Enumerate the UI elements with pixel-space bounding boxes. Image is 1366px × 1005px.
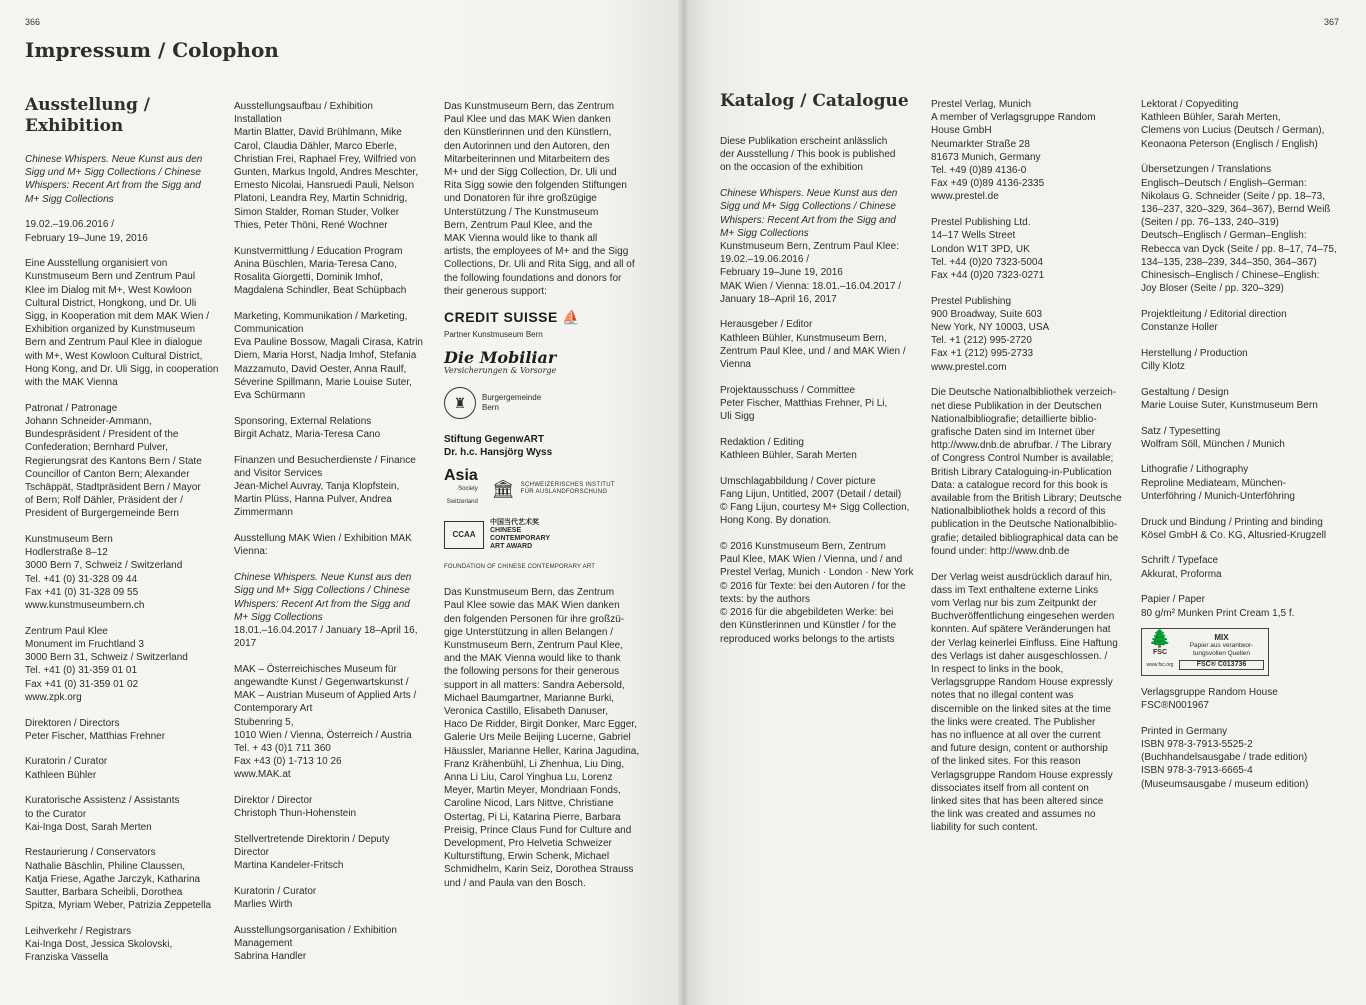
tree-icon: 🌲 [1148,628,1172,649]
text-block: Patronat / Patronage Johann Schneider-Ammann, Bundespräsident / President of the Confederation; Bernhard Pulver, Regierungsrat des Kantons Bern / State Councillor of Canton Bern; Alexander Tschäppät, Stadtpräsident Bern / Mayor of Bern; Rolf Dähler, Präsident der / President of Burgergemeinde Bern [25,402,202,520]
text-block: Stellvertretende Direktorin / Deputy Director Martina Kandeler-Fritsch [234,834,390,872]
text-block: Projektausschuss / Committee Peter Fischer, Matthias Frehner, Pi Li, Uli Sigg [720,384,888,423]
text-block: Prestel Verlag, Munich A member of Verlagsgruppe Random House GmbH Neumarkter Straße 28 81673 Munich, Germany Tel. +49 (0)89 4136-0 Fax +49 (0)89 4136-2335 www.prestel.de [931,99,1096,203]
section-heading-catalogue: Katalog / Catalogue [720,91,909,111]
text-block: Chinese Whispers. Neue Kunst aus den Sigg und M+ Sigg Collections / Chinese Whispers: Recent Art from the Sigg and M+ Sigg Collections [25,154,203,205]
text-block: Kuratorische Assistenz / Assistants to the Curator Kai-Inga Dost, Sarah Merten [25,795,180,833]
text-block: Herausgeber / Editor Kathleen Bühler, Kunstmuseum Bern, Zentrum Paul Klee, und / and MAK Wien / Vienna [720,319,906,371]
page-title-colophon: Impressum / Colophon [25,38,279,62]
text-block: Ausstellungsorganisation / Exhibition Management Sabrina Handler [234,925,397,963]
text-block: Ausstellungsaufbau / Exhibition Installation Martin Blatter, David Brühlmann, Mike Carol, Claudia Dähler, Marco Eberle, Christian Frei, Raphael Frey, Wilfried von Gunten, Markus Ingold, Andres Meschter, Ernesto Nicolai, Hansruedi Pauli, Nelson Platoni, Leandra Rey, Martin Schnidrig, Simon Stalder, Roman Studer, Volker Thies, Peter Thöni, René Wochner [234,101,418,231]
page-number-right: 367 [1324,17,1340,27]
text-block: Umschlagabbildung / Cover picture Fang Lijun, Untitled, 2007 (Detail / detail) © Fang Lijun, courtesy M+ Sigg Collection, Hong Kong. By donation. [720,475,910,527]
thanks-persons: Das Kunstmuseum Bern, das Zentrum Paul Klee sowie das MAK Wien danken den folgenden Personen für ihre großzü- gige Unterstützung in allen Belangen / Kunstmuseum Bern, Zentrum Paul Klee, and the MAK Vienna would like to thank the following persons for their generous support in all matters: Sandra Aebersold, Michael Baumgartner, Marianne Burki, Veronica Castillo, Elisabeth Danuser, Haco De Ridder, Birgit Donker, Marc Egger, Galerie Urs Meile Beijing Lucerne, Gabriel Häussler, Marianne Heller, Karina Jagudina, Franz Krähenbühl, Li Zhenhua, Liu Ding, Anna Li Liu, Carol Yinghua Lu, Lorenz Meyer, Martin Meyer, Mondriaan Fonds, Caroline Nicod, Lars Nittve, Christiane Ostertag, Pi Li, Katarina Pierre, Barbara Preisig, Prince Claus Fund for Culture and Development, Pro Helvetia Schweizer Kulturstiftung, Erwin Schenk, Michael Schmidhelm, Karin Seiz, Dorothea Strauss und / and Paula van den Bosch. [444,587,640,889]
text-block: Papier / Paper 80 g/m² Munken Print Cream 1,5 f. [1141,594,1295,619]
stiftung-gegenwart-logo: Stiftung GegenwART Dr. h.c. Hansjörg Wyss [444,434,553,459]
credit-suisse-caption: Partner Kunstmuseum Bern [444,329,543,339]
fsc-code: FSC® C013736 [1179,660,1264,670]
text-block: Die Deutsche Nationalbibliothek verzeich- net diese Publikation in der Deutschen Nationalbibliografie; detaillierte biblio- grafische Daten sind im Internet über http://www.dnb.de abrufbar. / The Library of Congress Control Number is available; British Library Cataloguing-in-Publication Data: a catalogue record for this book is available from the British Library; Deutsche Nationalbibliothek holds a record of this publication in the Deutsche Nationalbiblio- grafie; detailed bibliographical data can be found under: http://www.dnb.de [931,387,1122,557]
credit-suisse-wordmark: CREDIT SUISSE [444,308,558,325]
text-block: MAK – Österreichisches Museum für angewandte Kunst / Gegenwartskunst / MAK – Austrian Museum of Applied Arts / Contemporary Art Stubenring 5, 1010 Wien / Vienna, Österreich / Austria Tel. + 43 (0)1 711 360 Fax +43 (0) 1-713 10 26 www.MAK.at [234,663,417,781]
credit-suisse-logo [444,308,654,341]
right-column-1 [720,135,920,658]
ccaa-chinese: 中国当代艺术奖 [490,518,539,526]
right-column-2 [931,98,1131,847]
burgergemeinde-name: Burgergemeinde Bern [482,393,542,413]
text-block: Verlagsgruppe Random House FSC®N001967 [1141,686,1278,712]
text-block: Gestaltung / Design Marie Louise Suter, Kunstmuseum Bern [1141,386,1318,411]
ccaa-mark-icon: CCAA [444,521,484,549]
text-block: Ausstellung MAK Wien / Exhibition MAK Vienna: [234,533,412,558]
text-block: Übersetzungen / Translations Englisch–Deutsch / English–German: Nikolaus G. Schneider (Seite / pp. 18–73, 136–237, 320–329, 364–367), Bernd Weiß (Seiten / pp. 76–133, 240–319) Deutsch–Englisch / German–English: Rebecca van Dyck (Seite / pp. 8–17, 74–75, 134–135, 238–239, 344–350, 364–367) Chinesisch–Englisch / Chinese–English: Joy Bloser (Seite / pp. 320–329) [1141,164,1337,295]
thanks-intro: Das Kunstmuseum Bern, das Zentrum Paul Klee und das MAK Wien danken den Künstlerinnen und den Künstlern, den Autorinnen und den Autoren, den Mitarbeiterinnen und Mitarbeitern des M+ und der Sigg Collection, Dr. Uli und Rita Sigg sowie den folgenden Stiftungen und Donatoren für ihre großzügige Unterstützung / The Kunstmuseum Bern, Zentrum Paul Klee, and the MAK Vienna would like to thank all artists, the employees of M+ and the Sigg Collections, Dr. Uli and Rita Sigg, and all of the following foundations and donors for their generous support: [444,101,635,297]
text-block: Redaktion / Editing Kathleen Bühler, Sarah Merten [720,436,857,462]
fsc-mix: MIX [1214,633,1229,643]
text-block: Finanzen und Besucherdienste / Finance and Visitor Services Jean-Michel Auvray, Tanja Klopfstein, Martin Plüss, Hanna Pulver, Andrea Zimmermann [234,454,416,519]
asia-society-logo [444,469,478,509]
text-block: Prestel Publishing Ltd. 14–17 Wells Street London W1T 3PD, UK Tel. +44 (0)20 7323-5004 Fax +44 (0)20 7323-0271 [931,217,1045,281]
text-block: Herstellung / Production Cilly Klotz [1141,347,1248,372]
fsc-mark [1146,628,1174,672]
text-block: © 2016 Kunstmuseum Bern, Zentrum Paul Klee, MAK Wien / Vienna, und / and Prestel Verlag, Munich · London · New York © 2016 für Texte: bei den Autoren / for the texts: by the authors © 2016 für die abgebildeten Werke: bei den Künstlerinnen und Künstler / for the reproduced works belongs to the artists [720,541,914,645]
text-block: Kunstmuseum Bern, Zentrum Paul Klee: 19.02.–19.06.2016 / February 19–June 19, 2016 MAK Wien / Vienna: 18.01.–16.04.2017 / January 18–April 16, 2017 [720,240,902,305]
mobiliar-tagline: Versicherungen & Vorsorge [444,366,557,376]
asia-sis-logos [444,469,654,509]
sponsor-logos [444,308,654,575]
asia-wordmark: Asia [444,467,478,485]
text-block: Schrift / Typeface Akkurat, Proforma [1141,555,1222,580]
text-block: Satz / Typesetting Wolfram Söll, München / Munich [1141,425,1285,450]
sis-name: SCHWEIZERISCHES INSTITUT FÜR AUSLANDFORSCHUNG [520,482,615,496]
text-block: Projektleitung / Editorial direction Constanze Holler [1141,308,1287,334]
text-block: Printed in Germany ISBN 978-3-7913-5525-2 (Buchhandelsausgabe / trade edition) ISBN 978-3-7913-6665-4 (Museumsausgabe / museum edition) [1141,725,1309,790]
text-block: Marketing, Kommunikation / Marketing, Communication Eva Pauline Bossow, Magali Cirasa, Katrin Diem, Maria Horst, Nadja Imhof, Stefania Mazzamuto, David Oester, Anna Raulf, Séverine Spillmann, Marie Louise Suter, Eva Schürmann [234,310,423,402]
ccaa-english: CHINESE CONTEMPORARY ART AWARD [490,526,551,550]
text-block: Direktoren / Directors Peter Fischer, Matthias Frehner [25,717,166,742]
right-column-3 [1141,98,1341,803]
text-block: Druck und Bindung / Printing and binding Kösel GmbH & Co. KG, Altusried-Krugzell [1141,516,1327,541]
text-block: Diese Publikation erscheint anlässlich der Ausstellung / This book is published on the occasion of the exhibition [720,136,896,174]
fsc-brand: FSC [1153,648,1167,656]
text-block: Zentrum Paul Klee Monument im Fruchtland 3 3000 Bern 31, Schweiz / Switzerland Tel. +41 (0) 31-359 01 01 Fax +41 (0) 31-359 01 02 www.zpk.org [25,625,188,703]
text-block: Kunstmuseum Bern Hodlerstraße 8–12 3000 Bern 7, Schweiz / Switzerland Tel. +41 (0) 31-328 09 44 Fax +41 (0) 31-328 09 55 www.kunstmuseumbern.ch [25,534,183,612]
book-gutter [678,0,688,1005]
text-block: Eine Ausstellung organisiert von Kunstmuseum Bern und Zentrum Paul Klee im Dialog mit M+, West Kowloon Cultural District, Hongkong, und Dr. Uli Sigg, in Kooperation mit dem MAK Wien / Exhibition organized by Kunstmuseum Bern and Zentrum Paul Klee in dialogue with M+, West Kowloon Cultural District, Hong Kong, and Dr. Uli Sigg, in cooperation with the MAK Vienna [25,258,219,389]
building-icon: 🏛 [491,478,515,499]
fsc-url: www.fsc.org [1146,661,1174,668]
mobiliar-wordmark: Die Mobiliar [444,347,557,367]
burgergemeinde-logo [444,387,654,419]
text-block: 18.01.–16.04.2017 / January 18–April 16, 2017 [234,624,418,650]
text-block: Kuratorin / Curator Marlies Wirth [234,886,317,911]
right-page [683,0,1366,1005]
sis-logo [491,478,615,499]
fsc-label [1141,628,1269,676]
text-block: Lithografie / Lithography Reproline Mediateam, München- Unterföhring / Munich-Unterföhring [1141,464,1295,502]
text-block: Prestel Publishing 900 Broadway, Suite 603 New York, NY 10003, USA Tel. +1 (212) 995-2720 Fax +1 (212) 995-2733 www.prestel.com [931,295,1050,373]
text-block: 19.02.–19.06.2016 / February 19–June 19, 2016 [25,219,148,244]
text-block: Kunstvermittlung / Education Program Anina Büschlen, Maria-Teresa Cano, Rosalita Giorgetti, Dominik Imhof, Magdalena Schindler, Beat Schüpbach [234,245,407,297]
left-column-1 [25,153,225,977]
text-block: Sponsoring, External Relations Birgit Achatz, Maria-Teresa Cano [234,415,381,440]
text-block: Chinese Whispers. Neue Kunst aus den Sigg und M+ Sigg Collections / Chinese Whispers: Recent Art from the Sigg and M+ Sigg Collections [720,188,898,239]
mobiliar-logo [444,347,654,377]
sail-icon: ⛵ [562,308,581,325]
seal-icon: ♜ [444,387,476,419]
production-credits [1141,98,1341,620]
text-block: Restaurierung / Conservators Nathalie Bäschlin, Philine Claussen, Katja Friese, Agathe Jarczyk, Katharina Sautter, Barbara Scheibli, Dorothea Spitza, Myriam Weber, Patrizia Zeppetella [25,847,212,912]
text-block: Lektorat / Copyediting Kathleen Bühler, Sarah Merten, Clemens von Lucius (Deutsch / German), Keonaona Peterson (Englisch / English) [1141,99,1325,150]
foundation-caption: FOUNDATION OF CHINESE CONTEMPORARY ART [444,563,596,570]
fsc-line: Papier aus verantwor- tungsvollen Quellen [1189,642,1254,658]
asia-society-sub: Society Switzerland [446,485,478,505]
text-block: Kuratorin / Curator Kathleen Bühler [25,756,108,781]
text-block: Der Verlag weist ausdrücklich darauf hin, dass im Text enthaltene externe Links vom Verlag nur bis zum Zeitpunkt der Buchveröffentlichung eingesehen werden konnten. Auf spätere Veränderungen hat der Verlag keinerlei Einfluss. Eine Haftung des Verlags ist daher ausgeschlossen. / In respect to links in the book, Verlagsgruppe Random House expressly notes that no illegal content was discernible on the linked sites at the time the links were created. The Publisher has no influence at all over the current and future design, content or authorship of the linked sites. For this reason Verlagsgruppe Random House expressly dissociates itself from all content on linked sites that has been altered since the link was created and assumes no liability for such content. [931,571,1118,834]
text-block: Direktor / Director Christoph Thun-Hohenstein [234,795,357,820]
fsc-text [1179,634,1264,670]
left-column-2 [234,100,432,976]
ccaa-text [490,519,550,551]
text-block: Leihverkehr / Registrars Kai-Inga Dost, Jessica Skolovski, Franziska Vassella [25,925,173,964]
section-heading-exhibition: Ausstellung / Exhibition [25,95,151,136]
text-block: Chinese Whispers. Neue Kunst aus den Sigg und M+ Sigg Collections / Chinese Whispers: Recent Art from the Sigg and M+ Sigg Collections [234,572,412,623]
ccaa-logo [444,519,654,551]
page-number-left: 366 [25,17,41,27]
left-column-3 [444,100,654,902]
publication-info [1141,686,1341,791]
